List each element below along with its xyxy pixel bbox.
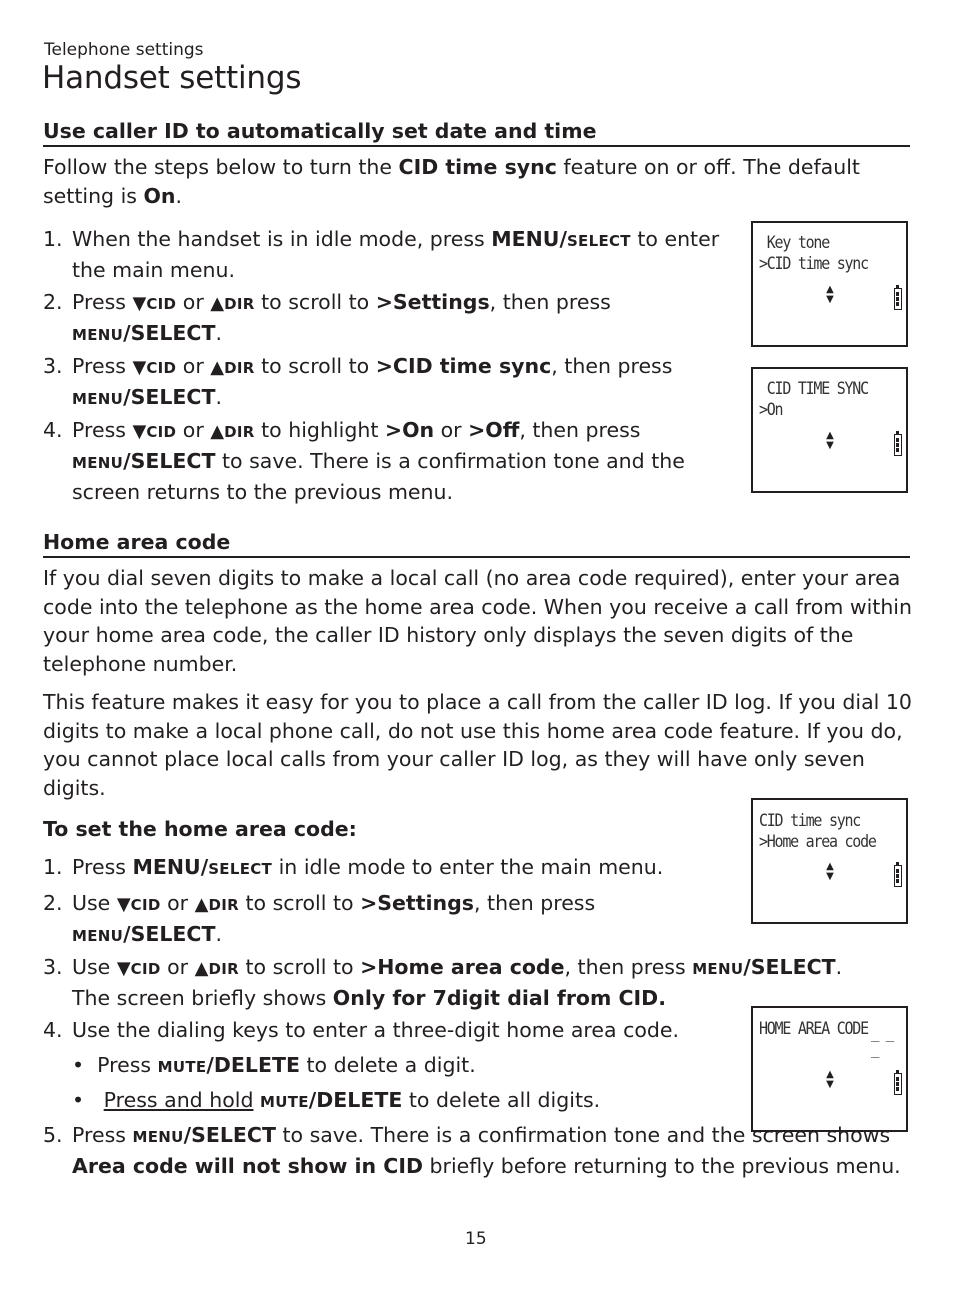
scroll-arrows-icon: ▲ ▼: [826, 430, 834, 451]
bullet-dot: •: [72, 1053, 98, 1077]
down-arrow-icon: ▼: [132, 293, 147, 314]
home-step-1: 1. Press MENU/SELECT in idle mode to enter the main menu.: [43, 855, 664, 879]
scroll-arrows-icon: ▲ ▼: [826, 284, 834, 305]
step-2: 2. Press ▼CID or ▲DIR to scroll to >Settings, then press MENU/SELECT.: [43, 290, 611, 345]
battery-icon: [894, 1073, 902, 1095]
section-heading-cid-sync: Use caller ID to automatically set date and time: [43, 119, 910, 147]
lcd-screen-key-tone: Key tone >CID time sync ▲ ▼: [751, 221, 908, 347]
up-arrow-icon: ▲: [210, 421, 225, 442]
home-step-4: 4. Use the dialing keys to enter a three-digit home area code.: [43, 1018, 680, 1042]
section2-paragraph-1: If you dial seven digits to make a local call (no area code required), enter your area code into the telephone as the home area code. When you receive a call from within your home area code, the caller ID history only displays the seven digits of the telephone number.: [43, 566, 912, 676]
battery-icon: [894, 865, 902, 887]
down-arrow-icon: ▼: [116, 894, 131, 915]
up-arrow-icon: ▲: [210, 293, 225, 314]
scroll-arrows-icon: ▲ ▼: [826, 1069, 834, 1090]
down-arrow-icon: ▼: [132, 357, 147, 378]
section2-paragraph-2: This feature makes it easy for you to place a call from the caller ID log. If you dial 10 digits to make a local phone call, do not use this home area code feature. If you do, you cannot place local calls from your caller ID log, as they will have only seven digits.: [43, 690, 912, 800]
page-number: 15: [465, 1229, 487, 1249]
home-step-3: 3. Use ▼CID or ▲DIR to scroll to >Home area code, then press MENU/SELECT. The screen briefly shows Only for 7digit dial from CID.: [43, 955, 843, 1010]
breadcrumb: Telephone settings: [44, 40, 204, 60]
bullet-delete-digit: • Press MUTE/DELETE to delete a digit.: [72, 1053, 476, 1077]
home-step-2: 2. Use ▼CID or ▲DIR to scroll to >Settings, then press MENU/SELECT.: [43, 891, 596, 946]
up-arrow-icon: ▲: [194, 958, 209, 979]
page-title: Handset settings: [42, 60, 302, 96]
home-step-5: 5. Press MENU/SELECT to save. There is a confirmation tone and the screen shows Area code will not show in CID briefly before returning to the previous menu.: [43, 1123, 901, 1178]
step-3: 3. Press ▼CID or ▲DIR to scroll to >CID time sync, then press MENU/SELECT.: [43, 354, 673, 409]
bullet-delete-all: • Press and hold MUTE/DELETE to delete all digits.: [72, 1088, 601, 1112]
bullet-dot: •: [72, 1088, 104, 1112]
scroll-arrows-icon: ▲ ▼: [826, 861, 834, 882]
battery-icon: [894, 288, 902, 310]
area-code-placeholder: _ _ _: [871, 1026, 894, 1058]
down-arrow-icon: ▼: [116, 958, 131, 979]
up-arrow-icon: ▲: [194, 894, 209, 915]
down-arrow-icon: ▼: [132, 421, 147, 442]
step-4: 4. Press ▼CID or ▲DIR to highlight >On or >Off, then press MENU/SELECT to save. There is a confirmation tone and the screen returns to the previous menu.: [43, 418, 685, 504]
lcd-screen-cid-time-sync: CID TIME SYNC >On ▲ ▼: [751, 367, 908, 493]
section1-intro: Follow the steps below to turn the CID time sync feature on or off. The default setting is On.: [43, 155, 860, 208]
section-heading-home-area-code: Home area code: [43, 530, 910, 558]
up-arrow-icon: ▲: [210, 357, 225, 378]
lcd-screen-home-area-code-menu: CID time sync >Home area code ▲ ▼: [751, 798, 908, 924]
step-1: 1. When the handset is in idle mode, press MENU/SELECT to enter the main menu.: [43, 227, 720, 282]
subheading-set-home-area-code: To set the home area code:: [43, 817, 357, 841]
battery-icon: [894, 434, 902, 456]
lcd-screen-home-area-code-entry: HOME AREA CODE _ _ _ ▲ ▼: [751, 1006, 908, 1132]
